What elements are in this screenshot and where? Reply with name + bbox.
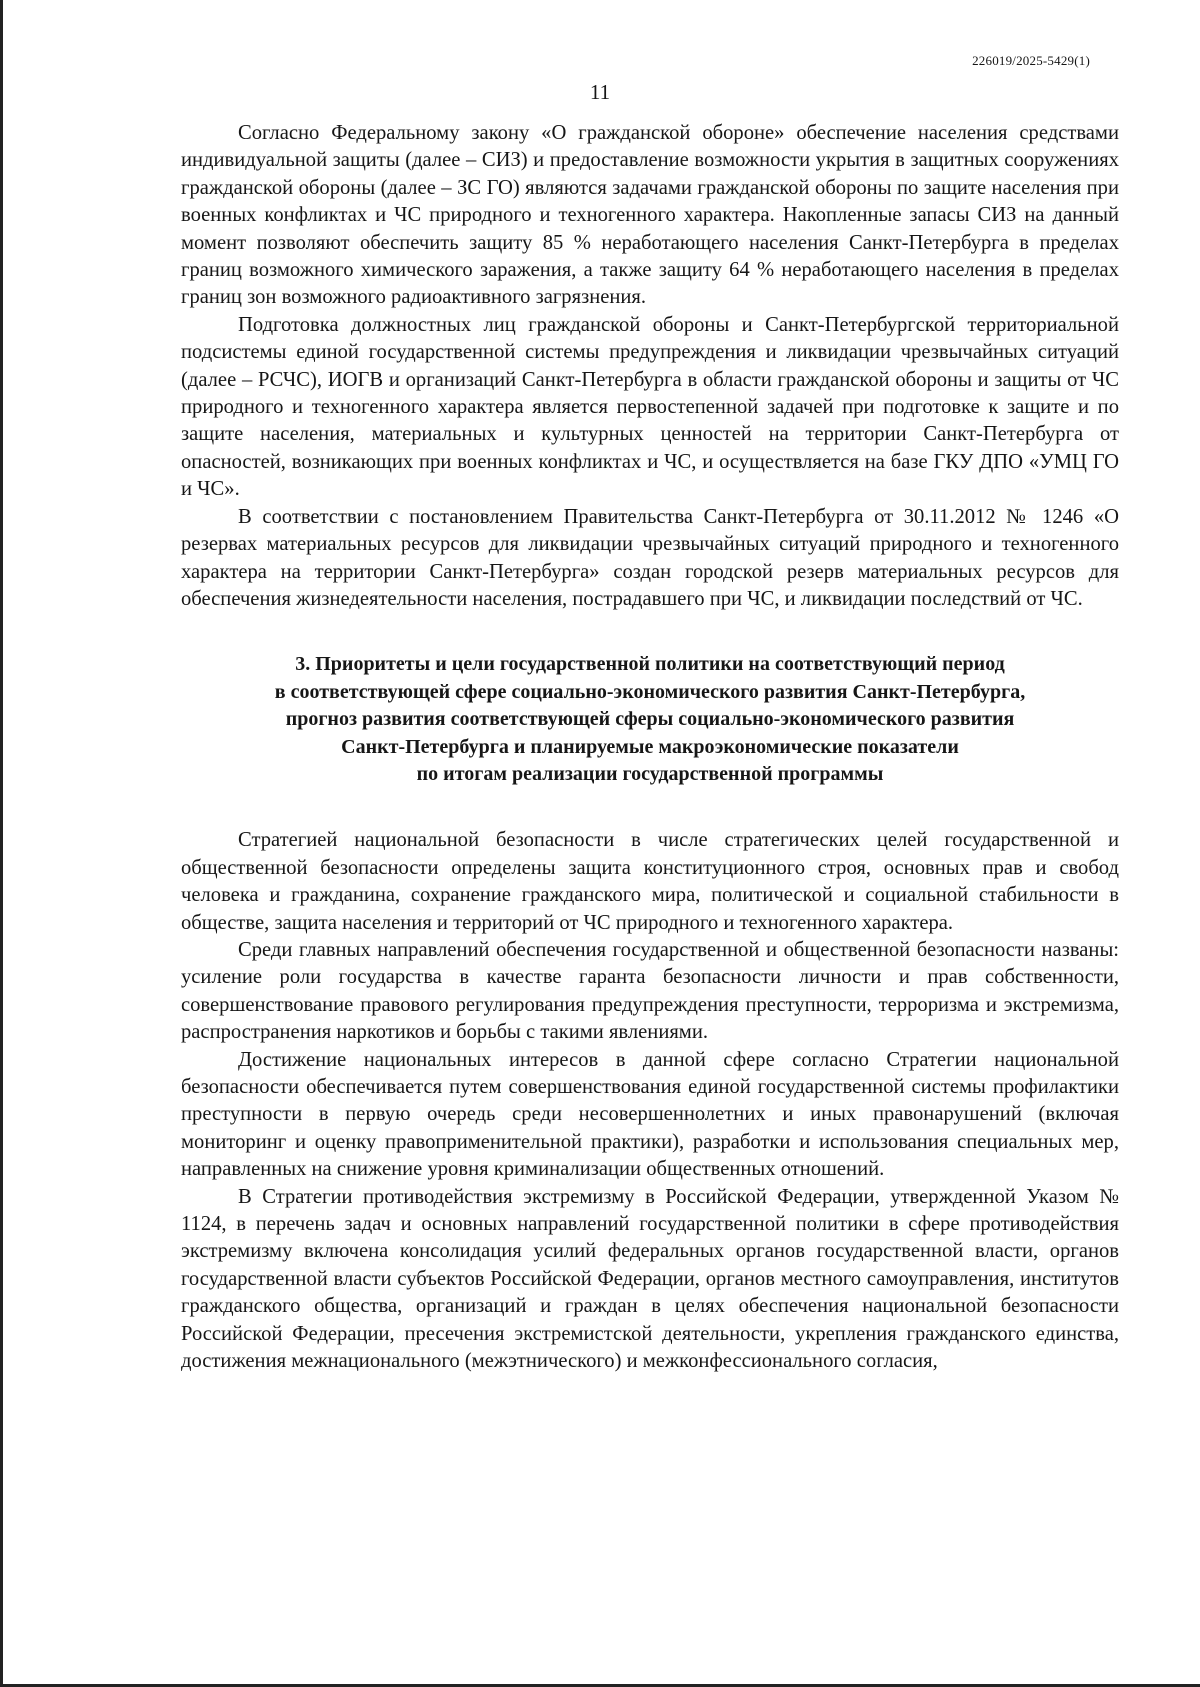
paragraph-national-security-strategy: Стратегией национальной безопасности в числе стратегических целей государственной и общественной безопасности определены защита конституционного строя, основных прав и свобод человека и гражданина, сохранение гражданского мира, политической и социальной стабильности в обществе, защита населения и территорий от ЧС природного и техногенного характера. xyxy=(181,829,1119,934)
section-heading xyxy=(181,651,1119,788)
paragraph-officials-training: Подготовка должностных лиц гражданской обороны и Санкт-Петербургской территориальной подсистемы единой государственной системы предупреждения и ликвидации чрезвычайных ситуаций (далее – РСЧС), ИОГВ и организаций Санкт-Петербурга в области гражданской обороны и защиты от ЧС природного и техногенного характера является первостепенной задачей при подготовке к защите и по защите населения, материальных и культурных ценностей на территории Санкт-Петербурга от опасностей, возникающих при военных конфликтах и ЧС, и осуществляется на базе ГКУ ДПО «УМЦ ГО и ЧС». xyxy=(181,313,1119,501)
paragraph-main-directions: Среди главных направлений обеспечения государственной и общественной безопасности названы: усиление роли государства в качестве гаранта безопасности личности и прав собственности, совершенствование правового регулирования предупреждения преступности, терроризма и экстремизма, распространения наркотиков и борьбы с такими явлениями. xyxy=(181,938,1119,1044)
scan-left-edge xyxy=(0,0,3,1687)
paragraph-material-reserves: В соответствии с постановлением Правительства Санкт-Петербурга от 30.11.2012 № 1246 «О резервах материальных ресурсов для ликвидации чрезвычайных ситуаций природного и техногенного характера на территории Санкт-Петербурга» создан городской резерв материальных ресурсов для обеспечения жизнедеятельности населения, пострадавшего при ЧС, и ликвидации последствий от ЧС. xyxy=(181,505,1119,610)
section-heading-line: Санкт-Петербурга и планируемые макроэкономические показатели xyxy=(341,735,959,758)
section-heading-line: 3. Приоритеты и цели государственной политики на соответствующий период xyxy=(295,653,1005,676)
section-heading-line: в соответствующей сфере социально-экономического развития Санкт-Петербурга, xyxy=(274,680,1026,703)
paragraph-national-interests: Достижение национальных интересов в данной сфере согласно Стратегии национальной безопасности обеспечивается путем совершенствования единой государственной системы профилактики преступности в первую очередь среди несовершеннолетних и иных правонарушений (включая мониторинг и оценку правоприменительной практики), разработки и использования специальных мер, направленных на снижение уровня криминализации общественных отношений. xyxy=(181,1048,1119,1181)
paragraph-civil-defense-ppe: Согласно Федеральному закону «О гражданской обороне» обеспечение населения средствами индивидуальной защиты (далее – СИЗ) и предоставление возможности укрытия в защитных сооружениях гражданской обороны (далее – ЗС ГО) являются задачами гражданской обороны по защите населения при военных конфликтах и ЧС природного и техногенного характера. Накопленные запасы СИЗ на данный момент позволяют обеспечить защиту 85 % неработающего населения Санкт-Петербурга в пределах границ возможного химического заражения, а также защиту 64 % неработающего населения в пределах границ зон возможного радиоактивного загрязнения. xyxy=(181,122,1119,309)
paragraph-anti-extremism-strategy: В Стратегии противодействия экстремизму в Российской Федерации, утвержденной Указом № 1124, в перечень задач и основных направлений государственной политики в сфере противодействия экстремизму включена консолидация усилий федеральных органов государственной власти, органов государственной власти субъектов Российской Федерации, органов местного самоуправления, институтов гражданского общества, организаций и граждан в целях обеспечения национальной безопасности Российской Федерации, пресечения экстремистской деятельности, укрепления гражданского единства, достижения межнационального (межэтнического) и межконфессионального согласия, xyxy=(181,1185,1119,1373)
section-heading-line: прогноз развития соответствующей сферы социально-экономического развития xyxy=(285,708,1015,731)
page-body xyxy=(181,120,1119,1375)
document-id: 226019/2025-5429(1) xyxy=(972,53,1090,68)
heading-spacer xyxy=(181,788,1119,827)
page-number: 11 xyxy=(589,80,611,104)
section-heading-line: по итогам реализации государственной программы xyxy=(416,762,884,785)
